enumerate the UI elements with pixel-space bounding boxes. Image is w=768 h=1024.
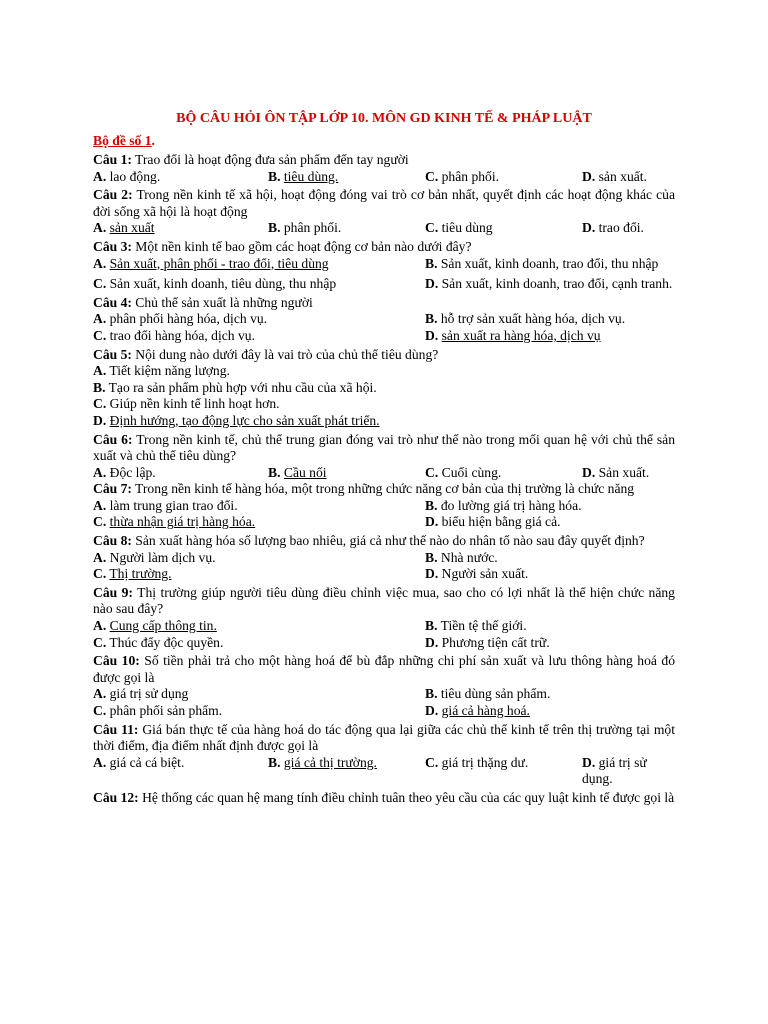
option-a <box>93 465 268 482</box>
option-text: hỗ trợ sản xuất hàng hóa, dịch vụ. <box>440 311 626 327</box>
question-2 <box>93 187 675 237</box>
option-letter: D. <box>425 703 439 718</box>
option-text: Phương tiện cất trữ. <box>441 634 550 650</box>
option-text: tiêu dùng <box>441 220 493 236</box>
option-c <box>93 635 425 652</box>
option-text: sản xuất ra hàng hóa, dịch vụ <box>441 327 601 343</box>
option-letter: C. <box>425 220 439 236</box>
option-letter: D. <box>582 220 596 236</box>
set-heading <box>93 131 675 150</box>
question-number: Câu 3: <box>93 238 132 254</box>
option-letter: B. <box>425 311 438 327</box>
option-text: sản xuất <box>109 220 155 236</box>
option-text: đo lường giá trị hàng hóa. <box>440 497 582 513</box>
option-d <box>93 413 675 430</box>
option-text: Cuối cùng. <box>441 464 502 480</box>
question-text: Trao đổi là hoạt động đưa sản phẩm đến tay người <box>131 152 409 167</box>
question-text: Số tiền phải trả cho một hàng hoá để bù đắp những chi phí sản xuất và lưu thông hàng hoá đó được gọi là <box>93 653 675 685</box>
question-text: Trong nền kinh tế xã hội, hoạt động đóng vai trò cơ bản nhất, quyết định các hoạt động khác của đời sống xã hội là hoạt động <box>93 187 675 219</box>
option-text: Nhà nước. <box>440 549 498 565</box>
question-number: Câu 10: <box>93 653 140 669</box>
set-label: Bộ đề số 1 <box>93 133 152 148</box>
question-stem <box>93 533 675 550</box>
option-text: Định hướng, tạo động lực cho sản xuất phát triển. <box>109 412 380 428</box>
question-stem <box>93 187 675 220</box>
option-text: trao đổi. <box>598 220 644 236</box>
option-b <box>425 311 675 328</box>
question-7 <box>93 481 675 531</box>
question-stem <box>93 152 675 169</box>
option-d <box>582 465 675 482</box>
option-c <box>425 465 582 482</box>
option-letter: A. <box>93 464 107 480</box>
option-letter: D. <box>582 754 596 770</box>
option-c <box>93 396 675 413</box>
option-c <box>93 703 425 720</box>
document-title: BỘ CÂU HỎI ÔN TẬP LỚP 10. MÔN GD KINH TẾ & PHÁP LUẬT <box>176 111 592 126</box>
question-number: Câu 9: <box>93 584 133 600</box>
option-letter: B. <box>425 686 438 702</box>
question-stem <box>93 481 675 498</box>
option-letter: C. <box>425 754 439 770</box>
option-letter: C. <box>425 168 439 184</box>
option-text: Thúc đẩy độc quyền. <box>109 634 224 650</box>
option-b <box>268 755 425 788</box>
option-letter: D. <box>425 634 439 650</box>
question-text: Một nền kinh tế bao gồm các hoạt động cơ bản nào dưới đây? <box>131 238 472 254</box>
option-letter: B. <box>93 379 106 395</box>
option-letter: C. <box>93 514 107 530</box>
option-c <box>425 220 582 237</box>
option-text: tiêu dùng sản phẩm. <box>440 686 551 702</box>
option-letter: B. <box>268 220 281 236</box>
option-b <box>268 465 425 482</box>
question-stem <box>93 239 675 256</box>
option-d <box>425 328 675 345</box>
option-c <box>93 514 425 531</box>
option-text: giá cả thị trường. <box>283 754 377 770</box>
option-d <box>425 276 675 293</box>
question-5 <box>93 347 675 430</box>
option-row <box>93 550 675 583</box>
option-row <box>93 256 675 273</box>
question-list <box>93 131 675 807</box>
option-text: phân phối. <box>283 220 342 236</box>
option-letter: D. <box>425 327 439 343</box>
option-text: Tạo ra sản phẩm phù hợp với nhu cầu của xã hội. <box>108 379 377 395</box>
option-letter: B. <box>425 618 438 634</box>
option-text: Sản xuất, kinh doanh, trao đổi, cạnh tranh. <box>441 276 673 292</box>
option-d <box>582 220 675 237</box>
question-12 <box>93 790 675 807</box>
question-number: Câu 5: <box>93 346 132 362</box>
option-letter: A. <box>93 255 107 271</box>
option-b <box>425 498 675 515</box>
option-c <box>93 566 425 583</box>
option-d <box>425 635 675 652</box>
option-letter: B. <box>268 168 281 184</box>
question-11 <box>93 722 675 788</box>
question-text: Trong nền kinh tế, chủ thể trung gian đóng vai trò như thế nào trong mối quan hệ với chủ thể sản xuất và chủ thể tiêu dùng? <box>93 431 676 464</box>
question-number: Câu 4: <box>93 294 132 310</box>
option-letter: A. <box>93 311 107 327</box>
option-text: Cung cấp thông tin. <box>109 618 217 634</box>
option-row <box>93 498 675 531</box>
option-b <box>268 169 425 186</box>
option-text: Sản xuất, kinh doanh, tiêu dùng, thu nhập <box>109 276 337 292</box>
option-text: Sản xuất. <box>598 464 650 480</box>
option-a <box>93 755 268 788</box>
option-a <box>93 311 425 328</box>
option-text: Sản xuất, kinh doanh, trao đổi, thu nhập <box>440 255 659 271</box>
option-letter: C. <box>93 276 107 292</box>
question-number: Câu 8: <box>93 533 132 549</box>
option-letter: A. <box>93 754 107 770</box>
question-text: Nội dung nào dưới đây là vai trò của chủ thể tiêu dùng? <box>131 346 439 362</box>
option-text: Giúp nền kinh tế linh hoạt hơn. <box>109 396 280 412</box>
question-stem <box>93 585 675 618</box>
option-d <box>582 755 675 788</box>
option-text: biểu hiện bằng giá cả. <box>441 514 561 530</box>
question-stem <box>93 432 675 465</box>
option-letter: C. <box>93 703 107 718</box>
question-text: Chủ thể sản xuất là những người <box>131 294 313 310</box>
option-letter: D. <box>425 514 439 530</box>
option-text: Tiết kiệm năng lượng. <box>109 363 230 379</box>
question-8 <box>93 533 675 583</box>
option-row <box>93 618 675 651</box>
option-text: sản xuất. <box>598 168 647 184</box>
option-b <box>425 618 675 635</box>
option-a <box>93 220 268 237</box>
option-row <box>93 311 675 344</box>
option-a <box>93 550 425 567</box>
option-text: giá trị thặng dư. <box>441 754 529 770</box>
option-text: phân phối sản phẩm. <box>109 703 223 718</box>
option-c <box>425 755 582 788</box>
option-text: làm trung gian trao đổi. <box>109 497 238 513</box>
option-text: Cầu nối <box>283 464 327 480</box>
question-text: Giá bán thực tế của hàng hoá do tác động qua lại giữa các chủ thể kinh tế trên thị trường tại một thời điểm, địa điểm nhất định được gọi là <box>93 721 675 754</box>
question-9 <box>93 585 675 651</box>
option-letter: A. <box>93 363 107 379</box>
question-text: Thị trường giúp người tiêu dùng điều chỉnh việc mua, sao cho có lợi nhất là thể hiện chức năng nào sau đây? <box>93 584 675 617</box>
option-text: giá trị sử dụng <box>109 686 189 702</box>
option-b <box>425 550 675 567</box>
option-a <box>93 686 425 703</box>
option-d <box>425 514 675 531</box>
option-a <box>93 618 425 635</box>
option-a <box>93 256 425 273</box>
option-text: Tiền tệ thế giới. <box>440 618 527 634</box>
option-row <box>93 276 675 293</box>
question-stem <box>93 347 675 364</box>
question-number: Câu 1: <box>93 152 132 167</box>
option-row <box>93 755 675 788</box>
question-3 <box>93 239 675 293</box>
question-text: Hệ thống các quan hệ mang tính điều chỉnh tuân theo yêu cầu của các quy luật kinh tế được gọi là <box>138 789 675 805</box>
question-number: Câu 11: <box>93 721 139 737</box>
option-letter: D. <box>582 168 596 184</box>
option-row <box>93 465 675 482</box>
option-letter: D. <box>582 464 596 480</box>
option-c <box>93 328 425 345</box>
option-letter: A. <box>93 497 107 513</box>
option-b <box>93 380 675 397</box>
option-letter: C. <box>93 634 107 650</box>
option-a <box>93 169 268 186</box>
question-number: Câu 6: <box>93 431 133 447</box>
option-text: Người sản xuất. <box>441 566 529 582</box>
question-stem <box>93 653 675 686</box>
option-d <box>425 703 675 720</box>
option-text: Người làm dịch vụ. <box>109 549 216 565</box>
option-letter: A. <box>93 549 107 565</box>
option-letter: C. <box>93 327 107 343</box>
option-b <box>425 256 675 273</box>
option-d <box>582 169 675 186</box>
option-text: Thị trường. <box>109 566 172 582</box>
question-stem <box>93 722 675 755</box>
option-letter: C. <box>93 566 107 582</box>
question-text: Trong nền kinh tế hàng hóa, một trong những chức năng cơ bản của thị trường là chức năng <box>131 481 635 497</box>
option-letter: B. <box>425 255 438 271</box>
option-row <box>93 220 675 237</box>
question-4 <box>93 295 675 345</box>
option-text: phân phối. <box>441 168 500 184</box>
option-text: Độc lập. <box>109 464 156 480</box>
option-text: tiêu dùng. <box>283 168 339 184</box>
option-c <box>93 276 425 293</box>
question-stem <box>93 295 675 312</box>
option-text: giá cả hàng hoá. <box>441 703 530 718</box>
option-text: giá cả cá biệt. <box>109 754 185 770</box>
option-letter: D. <box>425 566 439 582</box>
option-text: thừa nhận giá trị hàng hóa. <box>109 514 256 530</box>
option-d <box>425 566 675 583</box>
option-b <box>268 220 425 237</box>
option-b <box>425 686 675 703</box>
option-letter: D. <box>93 412 107 428</box>
question-number: Câu 2: <box>93 187 133 203</box>
option-letter: D. <box>425 276 439 292</box>
option-letter: B. <box>268 464 281 480</box>
option-a <box>93 498 425 515</box>
option-a <box>93 363 675 380</box>
option-letter: A. <box>93 168 107 184</box>
option-letter: B. <box>268 754 281 770</box>
option-row <box>93 169 675 186</box>
question-text: Sản xuất hàng hóa số lượng bao nhiêu, giá cả như thế nào do nhân tố nào sau đây quyết định? <box>131 533 645 549</box>
option-letter: C. <box>425 464 439 480</box>
question-6 <box>93 432 675 482</box>
option-letter: C. <box>93 396 107 412</box>
option-letter: A. <box>93 618 107 634</box>
option-letter: B. <box>425 549 438 565</box>
option-list <box>93 363 675 429</box>
question-10 <box>93 653 675 719</box>
question-1 <box>93 152 675 185</box>
option-letter: B. <box>425 497 438 513</box>
question-number: Câu 7: <box>93 481 132 497</box>
option-row <box>93 686 675 719</box>
option-letter: A. <box>93 220 107 236</box>
option-text: trao đổi hàng hóa, dịch vụ. <box>109 327 255 343</box>
option-text: phân phối hàng hóa, dịch vụ. <box>109 311 268 327</box>
question-number: Câu 12: <box>93 789 139 805</box>
option-c <box>425 169 582 186</box>
option-letter: A. <box>93 686 107 702</box>
set-suffix: . <box>151 133 155 148</box>
option-text: giá trị sử dụng. <box>582 754 647 787</box>
question-stem <box>93 790 675 807</box>
option-text: Sản xuất, phân phối - trao đổi, tiêu dùng <box>109 255 329 271</box>
option-text: lao động. <box>109 168 161 184</box>
